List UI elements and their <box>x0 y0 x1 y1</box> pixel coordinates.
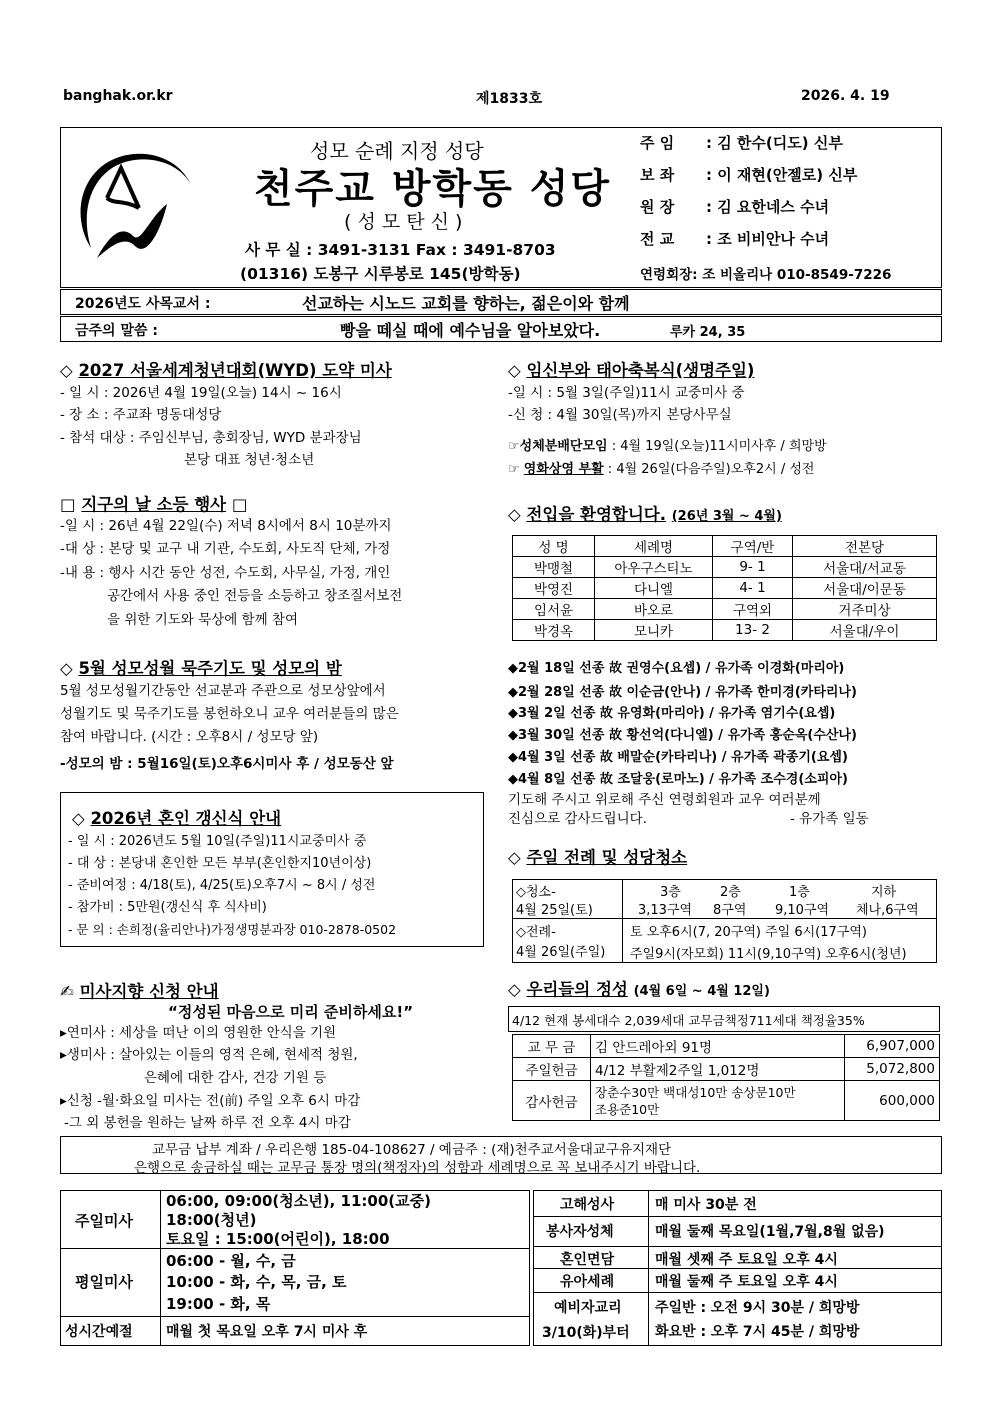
weekday-mass-label: 평일미사 <box>75 1273 133 1291</box>
welcome-title-text: 전입을 환영합니다. <box>526 505 666 524</box>
eucharist-note-label: 성체분배단모임 <box>519 439 608 454</box>
issue-date: 2026. 4. 19 <box>801 88 890 104</box>
table-row <box>513 599 937 620</box>
staff-role: 주 임 <box>640 134 675 152</box>
wyd-line: - 장 소 : 주교좌 명동대성당 <box>60 407 222 423</box>
staff-name: : 이 재현(안젤로) 신부 <box>706 166 858 184</box>
office-phone: 사 무 실 : 3491-3131 Fax : 3491-8703 <box>245 241 556 259</box>
diamond-icon: ◇ <box>72 809 91 828</box>
offering-detail-line: 장춘수30만 백대성10만 송상문10만 <box>595 1084 796 1100</box>
staff-list <box>640 132 857 260</box>
staff-name: : 김 요한네스 수녀 <box>706 198 830 216</box>
sunday-mass-time: 18:00(청년) <box>166 1211 257 1229</box>
offering-detail: 김 안드레아외 91명 <box>591 1035 845 1058</box>
marriage-line: - 참가비 : 5만원(갱신식 후 식사비) <box>68 900 267 915</box>
marriage-details <box>68 833 482 943</box>
schedule-divider <box>533 1216 942 1217</box>
blackout-details <box>60 517 490 632</box>
infant-baptism-time: 매월 둘째 주 토요일 오후 4시 <box>655 1274 838 1290</box>
movie-note-text: : 4월 26일(다음주일)오후2시 / 성전 <box>603 462 815 477</box>
motto-label: 2026년도 사목교서 : <box>75 296 211 312</box>
may-line: 성월기도 및 묵주기도를 봉헌하오니 교우 여러분들의 많은 <box>60 706 399 722</box>
table-header: 구역/반 <box>713 536 793 557</box>
confession-time: 매 미사 30분 전 <box>655 1197 757 1213</box>
mass-request-title-text: 미사지향 신청 안내 <box>79 982 219 1001</box>
weekday-mass-time: 06:00 - 월, 수, 금 <box>166 1252 296 1270</box>
may-night: -성모의 밤 : 5월16일(토)오후6시미사 후 / 성모동산 앞 <box>60 756 394 772</box>
offering-label: 교 무 금 <box>513 1035 591 1058</box>
catechism-class: 화요반 : 오후 7시 45분 / 희망방 <box>655 1324 860 1340</box>
cleaning-floor: 3층 <box>660 885 681 900</box>
schedule-divider <box>533 1246 942 1247</box>
table-cell: 서울대/우이 <box>793 620 937 641</box>
marriage-line: - 준비여정 : 4/18(토), 4/25(토)오후7시 ~ 8시 / 성전 <box>68 878 376 893</box>
schedule-divider <box>533 1292 942 1293</box>
cleaning-zone: 8구역 <box>713 903 747 918</box>
square-icon: □ <box>226 495 248 514</box>
may-details <box>60 682 490 777</box>
obituary-thanks: 진심으로 감사드립니다. <box>508 811 647 827</box>
catechism-start: 3/10(화)부터 <box>542 1325 630 1341</box>
offering-amount: 5,072,800 <box>845 1058 940 1081</box>
bank-account: 교무금 납부 계좌 / 우리은행 185-04-108627 / 예금주 : (재)천주교서울대교구유지재단 <box>152 1142 672 1158</box>
offering-label: 감사헌금 <box>513 1081 591 1121</box>
church-title: 천주교 방학동 성당 <box>254 166 611 212</box>
diamond-icon: ◇ <box>508 980 527 999</box>
mass-request-details <box>60 1024 490 1134</box>
mass-request-line: ▸신청 -월·화요일 미사는 전(前) 주일 오후 6시 마감 <box>60 1093 361 1109</box>
table-cell: 서울대/이문동 <box>793 578 937 599</box>
word-reference: 루카 24, 35 <box>670 325 746 340</box>
catechism-label: 예비자교리 <box>554 1300 622 1316</box>
obituary-item: ◆3월 30일 선종 故 황선억(다니엘) / 유가족 홍순옥(수산나) <box>508 728 857 743</box>
obituary-thanks: 기도해 주시고 위로해 주신 연령회원과 교우 여러분께 <box>508 792 821 808</box>
table-header: 성 명 <box>513 536 595 557</box>
marriage-title <box>72 805 281 829</box>
obituary-item: ◆3월 2일 선종 故 유영화(마리아) / 유가족 염기수(요셉) <box>508 706 836 721</box>
confession-label: 고해성사 <box>560 1197 615 1213</box>
table-row <box>513 1058 940 1081</box>
offering-title-text: 우리들의 정성 <box>526 980 628 999</box>
table-row <box>513 620 937 641</box>
weekday-mass-time: 19:00 - 화, 목 <box>166 1295 271 1313</box>
pregnancy-line: -일 시 : 5월 3일(주일)11시 교중미사 중 <box>508 385 745 401</box>
church-logo <box>63 140 197 274</box>
schedule-divider <box>60 1316 530 1317</box>
movie-note <box>508 461 814 479</box>
catechism-class: 주일반 : 오전 9시 30분 / 희망방 <box>655 1300 860 1316</box>
diamond-icon: ◇ <box>508 361 527 380</box>
weekday-mass-time: 10:00 - 화, 수, 목, 금, 토 <box>166 1273 347 1291</box>
table-row <box>513 578 937 599</box>
table-header-row <box>513 536 937 557</box>
marriage-line: - 대 상 : 본당내 혼인한 모든 부부(혼인한지10년이상) <box>68 856 372 871</box>
wyd-details <box>60 384 490 474</box>
blackout-line: -일 시 : 26년 4월 22일(수) 저녁 8시에서 8시 10분까지 <box>60 518 392 534</box>
table-row <box>513 557 937 578</box>
staff-role: 전 교 <box>640 230 675 248</box>
cleaning-zone: 3,13구역 <box>638 903 693 918</box>
cleaning-label: 4월 25일(토) <box>516 903 593 918</box>
table-cell: 바오로 <box>595 599 713 620</box>
cleaning-divider <box>622 879 623 963</box>
wyd-line: 본당 대표 청년·청소년 <box>184 452 315 468</box>
diamond-icon: ◇ <box>60 659 79 678</box>
table-cell: 박영진 <box>513 578 595 599</box>
cleaning-floor: 2층 <box>720 885 741 900</box>
marriage-interview-label: 혼인면담 <box>560 1252 615 1268</box>
table-cell: 4- 1 <box>713 578 793 599</box>
welcome-period: (26년 3월 ~ 4월) <box>671 509 782 524</box>
holy-hour-time: 매월 첫 목요일 오후 7시 미사 후 <box>166 1324 368 1340</box>
staff-row <box>640 228 857 260</box>
offering-detail <box>591 1081 845 1121</box>
offering-label: 주일헌금 <box>513 1058 591 1081</box>
site-url[interactable]: banghak.or.kr <box>63 88 173 104</box>
offering-title <box>508 976 770 1000</box>
table-cell: 모니카 <box>595 620 713 641</box>
pregnancy-title-text: 임신부와 태아축복식(생명주일) <box>526 361 755 380</box>
wyd-line: - 참석 대상 : 주임신부님, 총회장님, WYD 분과장님 <box>60 430 362 446</box>
table-cell: 박맹철 <box>513 557 595 578</box>
marriage-line: - 일 시 : 2026년도 5월 10일(주일)11시교중미사 중 <box>68 834 367 849</box>
cleaning-floor: 1층 <box>789 885 810 900</box>
table-cell: 박경옥 <box>513 620 595 641</box>
motto-text: 선교하는 시노드 교회를 향하는, 젊은이와 함께 <box>302 294 630 313</box>
obituary-item: ◆4월 8일 선종 故 조달웅(로마노) / 유가족 조수경(소피아) <box>508 772 848 787</box>
sunday-mass-label: 주일미사 <box>75 1212 133 1230</box>
header-tagline: 성모 순례 지정 성당 <box>310 139 484 163</box>
liturgy-line: 토 오후6시(7, 20구역) 주일 6시(17구역) <box>630 925 867 940</box>
may-line: 5월 성모성월기간동안 선교분과 주관으로 성모상앞에서 <box>60 683 386 699</box>
pointing-hand-icon: ☞ <box>508 462 524 477</box>
mass-request-slogan: “정성된 마음으로 미리 준비하세요!” <box>168 1003 414 1021</box>
may-line: 참여 바랍니다. (시간 : 오후8시 / 성모당 앞) <box>60 729 319 745</box>
pen-icon: ✍ <box>60 982 80 1001</box>
cleaning-floor: 지하 <box>871 885 897 900</box>
table-cell: 서울대/서교동 <box>793 557 937 578</box>
obituary-list <box>508 660 938 800</box>
obituary-item: ◆2월 18일 선종 故 권영수(요셉) / 유가족 이경화(마리아) <box>508 661 845 676</box>
word-label: 금주의 말씀 : <box>75 323 158 339</box>
table-cell: 9- 1 <box>713 557 793 578</box>
word-text: 빵을 떼실 때에 예수님을 알아보았다. <box>340 321 601 340</box>
offering-summary: 4/12 현재 봉세대수 2,039세대 교무금책정711세대 책정율35% <box>512 1013 865 1028</box>
cleaning-zone: 9,10구역 <box>775 903 830 918</box>
table-row <box>513 1081 940 1121</box>
cleaning-label: ◇청소- <box>516 885 556 900</box>
liturgy-line: 주일9시(자모회) 11시(9,10구역) 오후6시(청년) <box>630 947 907 962</box>
staff-name: : 김 한수(디도) 신부 <box>706 134 843 152</box>
header-subtitle: ( 성 모 탄 신 ) <box>344 211 463 233</box>
offering-amount: 600,000 <box>845 1081 940 1121</box>
staff-role: 보 좌 <box>640 166 675 184</box>
mass-request-line: ▸연미사 : 세상을 떠난 이의 영원한 안식을 기원 <box>60 1025 337 1041</box>
council-contact: 연령회장: 조 비올리나 010-8549-7226 <box>640 267 892 283</box>
welcome-title <box>508 501 782 525</box>
cleaning-title-text: 주일 전례 및 성당청소 <box>526 848 688 867</box>
offering-detail: 4/12 부활제2주일 1,012명 <box>591 1058 845 1081</box>
sunday-mass-time: 06:00, 09:00(청소년), 11:00(교중) <box>166 1192 431 1210</box>
holy-hour-label: 성시간예절 <box>65 1324 133 1340</box>
marriage-title-text: 2026년 혼인 갱신식 안내 <box>90 809 282 828</box>
schedule-divider <box>160 1190 161 1346</box>
obituary-item: ◆2월 28일 선종 故 이순금(안나) / 유가족 한미경(카타리나) <box>508 685 857 700</box>
obituary-item: ◆4월 3일 선종 故 배말순(카타리나) / 유가족 곽종기(요셉) <box>508 750 848 765</box>
issue-number: 제1833호 <box>476 91 543 107</box>
mass-request-line: -그 외 봉헌을 원하는 날짜 하루 전 오후 4시 마감 <box>64 1115 351 1131</box>
blackout-line: 을 위한 기도와 묵상에 함께 참여 <box>107 612 298 628</box>
movie-note-label: 영화상영 부활 <box>523 462 604 477</box>
wyd-title-text: 2027 서울세계청년대회(WYD) 도약 미사 <box>78 361 392 380</box>
welcome-table <box>512 535 937 641</box>
staff-row <box>640 196 857 228</box>
mass-request-line: 은혜에 대한 감사, 건강 기원 등 <box>144 1070 327 1086</box>
pregnancy-details <box>508 384 938 479</box>
marriage-interview-time: 매월 셋째 주 토요일 오후 4시 <box>655 1252 838 1268</box>
blackout-line: 공간에서 사용 중인 전등을 소등하고 창조질서보전 <box>107 588 403 604</box>
blackout-title <box>60 491 247 515</box>
table-header: 전본당 <box>793 536 937 557</box>
blackout-title-text: 지구의 날 소등 행사 <box>81 495 227 514</box>
mass-request-title <box>60 978 219 1002</box>
table-cell: 아우구스티노 <box>595 557 713 578</box>
table-cell: 13- 2 <box>713 620 793 641</box>
diamond-icon: ◇ <box>508 505 527 524</box>
table-row <box>513 1035 940 1058</box>
staff-role: 원 장 <box>640 198 675 216</box>
table-cell: 거주미상 <box>793 599 937 620</box>
church-address: (01316) 도봉구 시루봉로 145(방학동) <box>240 265 521 283</box>
liturgy-label: 4월 26일(주일) <box>516 945 606 960</box>
may-title-text: 5월 성모성월 묵주기도 및 성모의 밤 <box>78 659 342 678</box>
communion-label: 봉사자성체 <box>546 1224 614 1240</box>
diamond-icon: ◇ <box>60 361 79 380</box>
liturgy-label: ◇전례- <box>516 925 556 940</box>
diamond-icon: ◇ <box>508 848 527 867</box>
mass-request-line: ▸생미사 : 살아있는 이들의 영적 은혜, 현세적 청원, <box>60 1047 358 1063</box>
blackout-line: -대 상 : 본당 및 교구 내 기관, 수도회, 사도직 단체, 가정 <box>60 541 391 557</box>
eucharist-note <box>508 438 827 456</box>
square-icon: □ <box>60 495 82 514</box>
obituary-family: - 유가족 일동 <box>790 811 869 827</box>
offering-detail-line: 조용준10만 <box>595 1101 660 1117</box>
cleaning-title <box>508 844 687 868</box>
may-title <box>60 655 342 679</box>
blackout-line: -내 용 : 행사 시간 동안 성전, 수도회, 사무실, 가정, 개인 <box>60 565 391 581</box>
sunday-mass-time: 토요일 : 15:00(어린이), 18:00 <box>166 1230 390 1248</box>
table-cell: 구역외 <box>713 599 793 620</box>
staff-row <box>640 164 857 196</box>
bank-instruction: 은행으로 송금하실 때는 교무금 통장 명의(책정자)의 성함과 세례명으로 꼭 보내주시기 바랍니다. <box>134 1160 701 1176</box>
cleaning-zone: 체나,6구역 <box>856 903 919 918</box>
offering-period: (4월 6일 ~ 4월 12일) <box>633 984 770 999</box>
pointing-hand-icon: ☞ <box>508 439 520 454</box>
pregnancy-line: -신 청 : 4월 30일(목)까지 본당사무실 <box>508 407 732 423</box>
wyd-line: - 일 시 : 2026년 4월 19일(오늘) 14시 ~ 16시 <box>60 385 342 401</box>
staff-row <box>640 132 857 164</box>
table-cell: 다니엘 <box>595 578 713 599</box>
offering-table <box>512 1034 940 1121</box>
table-header: 세례명 <box>595 536 713 557</box>
offering-amount: 6,907,000 <box>845 1035 940 1058</box>
marriage-line: - 문 의 : 손희정(율리안나)가정생명분과장 010-2878-0502 <box>68 922 397 937</box>
eucharist-note-text: : 4월 19일(오늘)11시미사후 / 희망방 <box>607 439 827 454</box>
pregnancy-title <box>508 357 754 381</box>
communion-time: 매월 둘째 목요일(1월,7월,8월 없음) <box>655 1224 885 1240</box>
staff-name: : 조 비비안나 수녀 <box>706 230 830 248</box>
wyd-title <box>60 357 392 381</box>
cleaning-divider <box>512 918 937 919</box>
infant-baptism-label: 유아세례 <box>560 1274 615 1290</box>
table-cell: 임서윤 <box>513 599 595 620</box>
